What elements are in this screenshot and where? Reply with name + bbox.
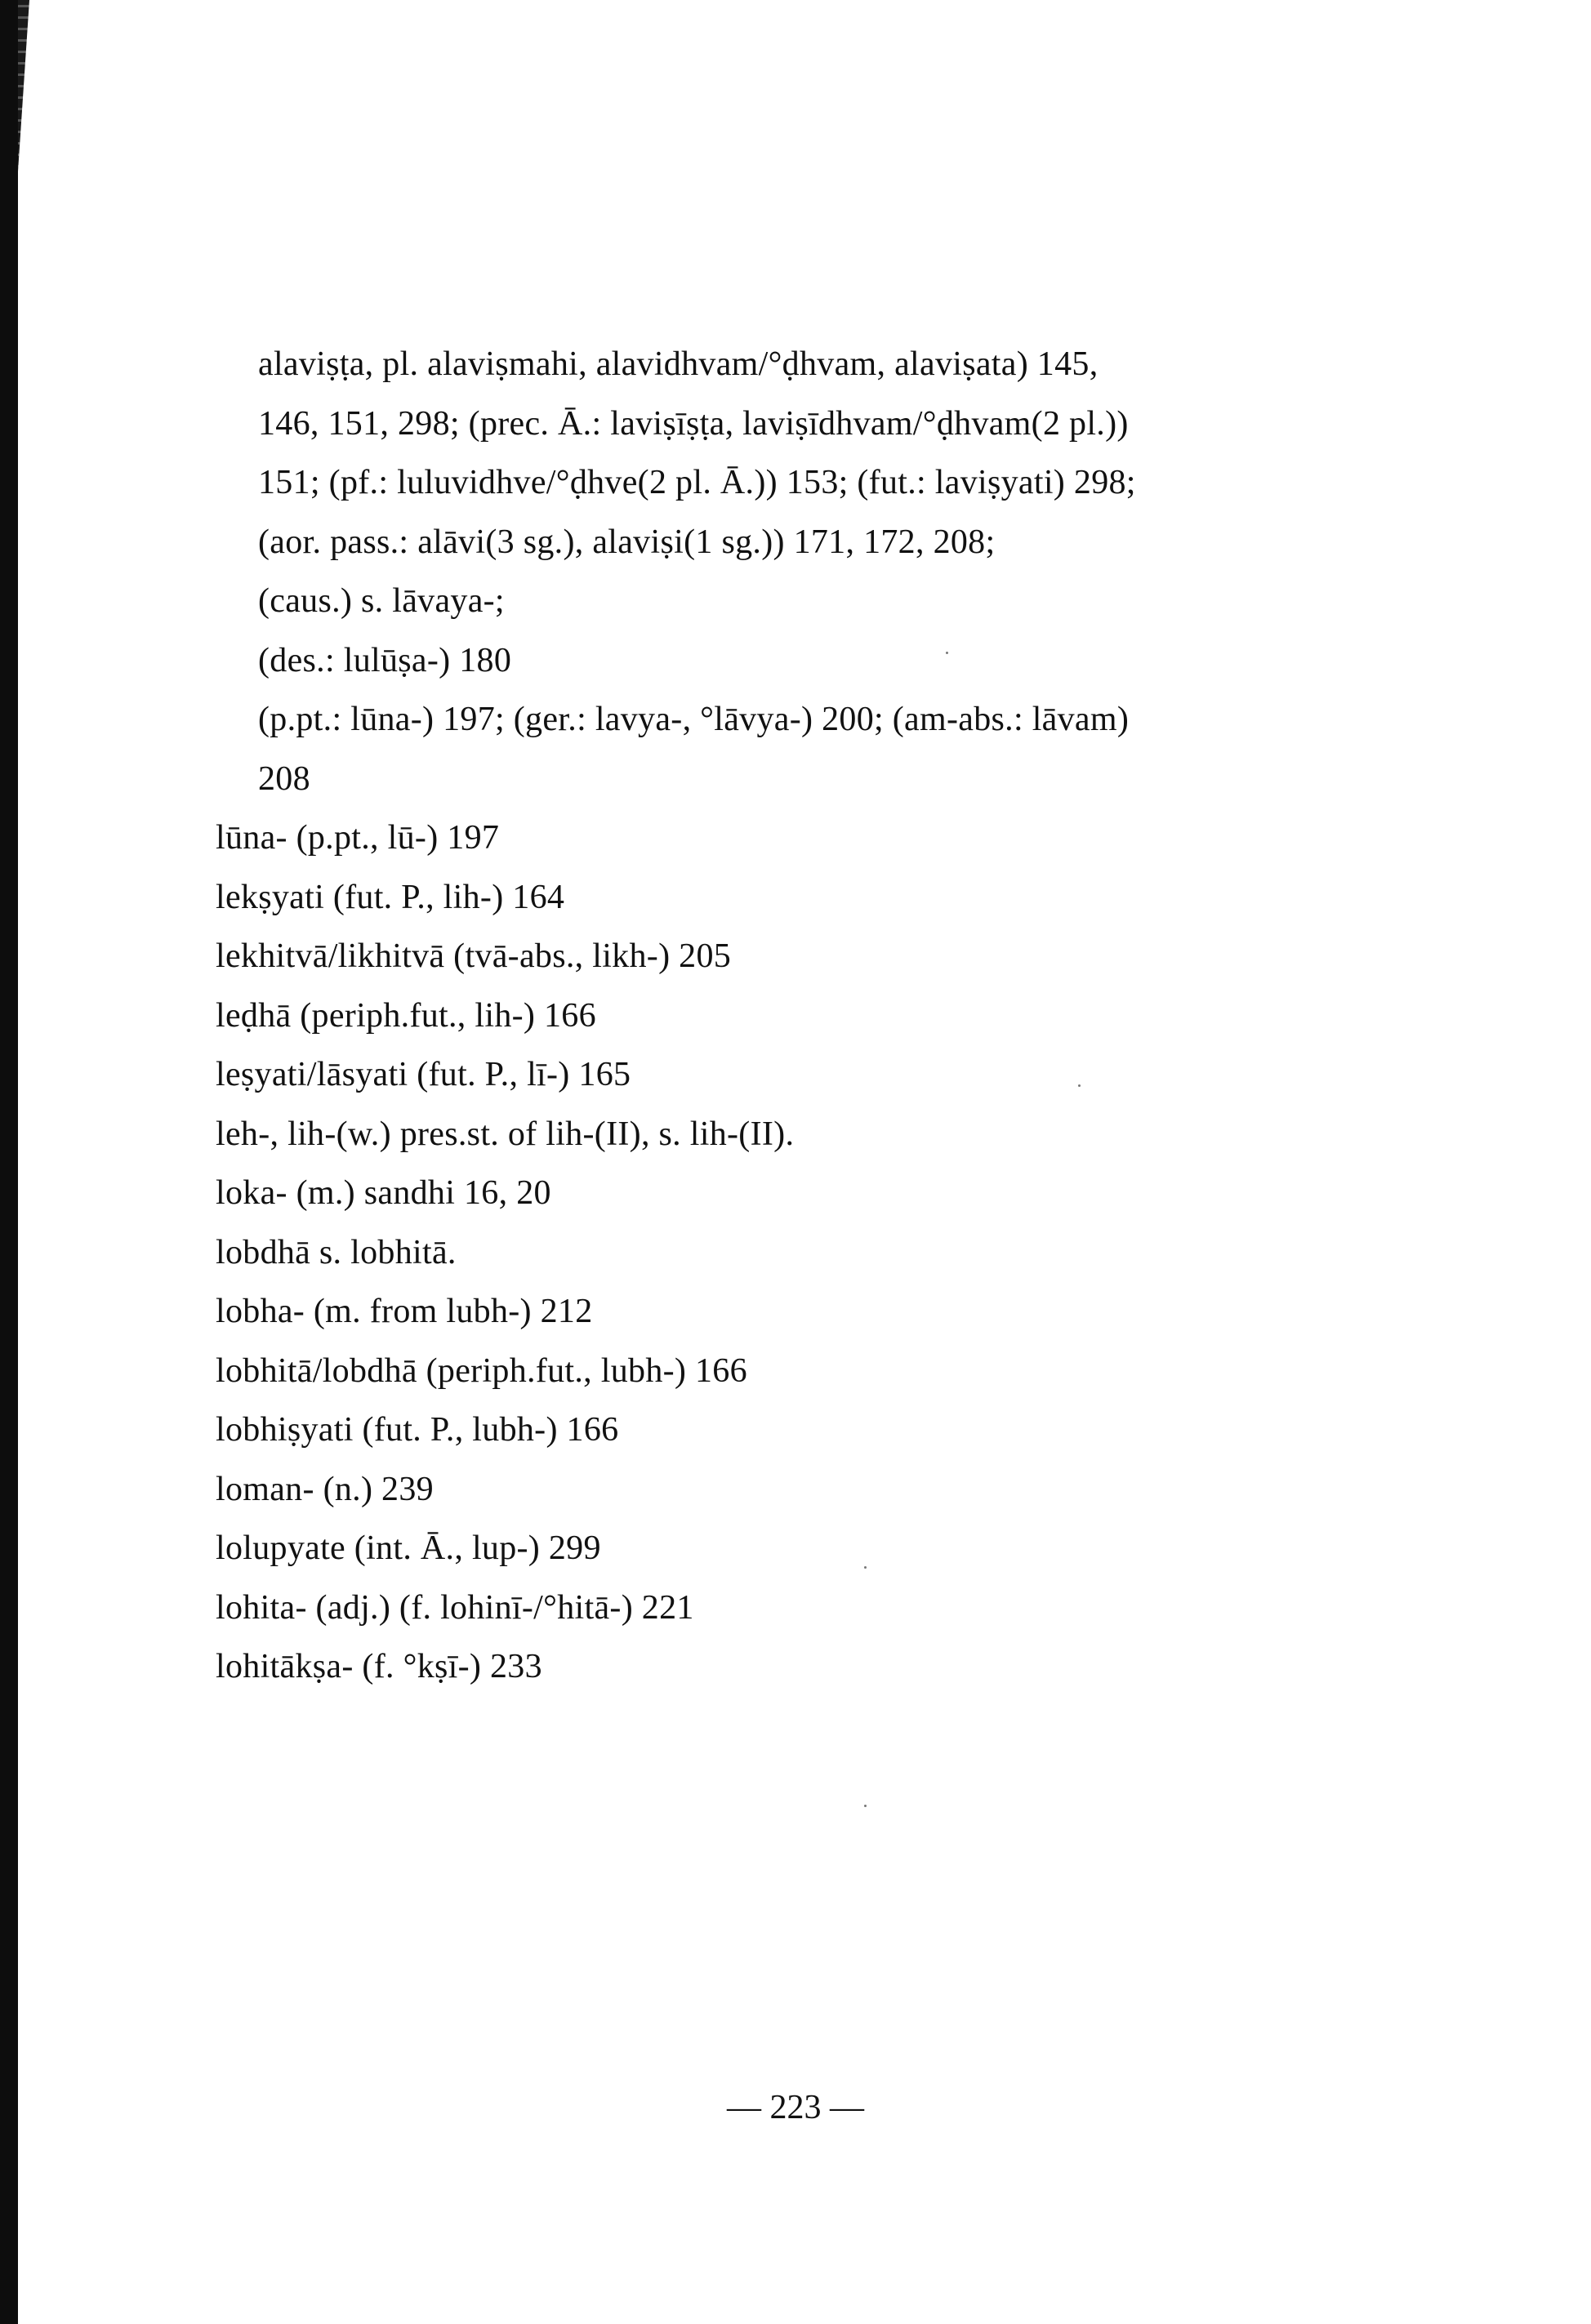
index-entry: lohitākṣa- (f. °kṣī-) 233 [216,1648,542,1685]
index-entry: lolupyate (int. Ā., lup-) 299 [216,1529,601,1567]
print-speck [864,1566,867,1569]
continuation-line: alaviṣṭa, pl. alaviṣmahi, alavidhvam/°ḍhvam, alaviṣata) 145, [258,345,1099,383]
print-speck [946,652,948,654]
index-entry: lobha- (m. from lubh-) 212 [216,1293,593,1330]
index-entry: lobhitā/lobdhā (periph.fut., lubh-) 166 [216,1351,747,1390]
index-entry: leh-, lih-(w.) pres.st. of lih-(II), s. lih-(II). [216,1115,795,1153]
continuation-line: (aor. pass.: alāvi(3 sg.), alaviṣi(1 sg.)) 171, 172, 208; [258,523,996,561]
continuation-line: 208 [258,759,310,798]
index-entry: leḍhā (periph.fut., lih-) 166 [216,996,596,1035]
continuation-line: 151; (pf.: luluvidhve/°ḍhve(2 pl. Ā.)) 153; (fut.: laviṣyati) 298; [258,464,1136,501]
continuation-line: (caus.) s. lāvaya-; [258,582,505,620]
continuation-line: (des.: lulūṣa-) 180 [258,641,512,679]
index-entry: loman- (n.) 239 [216,1470,434,1508]
page-number: — 223 — [727,2089,864,2126]
continuation-line: 146, 151, 298; (prec. Ā.: laviṣīṣṭa, laviṣīdhvam/°ḍhvam(2 pl.)) [258,404,1129,443]
index-entry: lekṣyati (fut. P., lih-) 164 [216,878,565,916]
index-entry: lobhiṣyati (fut. P., lubh-) 166 [216,1411,619,1449]
index-entry: leṣyati/lāsyati (fut. P., lī-) 165 [216,1056,631,1093]
print-speck [864,1805,867,1807]
index-entry: lūna- (p.pt., lū-) 197 [216,819,500,857]
continuation-line: (p.pt.: lūna-) 197; (ger.: lavya-, °lāvya-) 200; (am-abs.: lāvam) [258,701,1130,738]
print-speck [1078,1084,1081,1087]
index-entry: lekhitvā/likhitvā (tvā-abs., likh-) 205 [216,937,732,975]
index-entry: lobdhā s. lobhitā. [216,1233,457,1271]
index-entry: loka- (m.) sandhi 16, 20 [216,1174,551,1212]
book-spine-shadow [0,0,18,2324]
spine-edge-decoration [18,0,29,171]
index-entry: lohita- (adj.) (f. lohinī-/°hitā-) 221 [216,1588,694,1627]
index-text-block [216,335,1326,1697]
